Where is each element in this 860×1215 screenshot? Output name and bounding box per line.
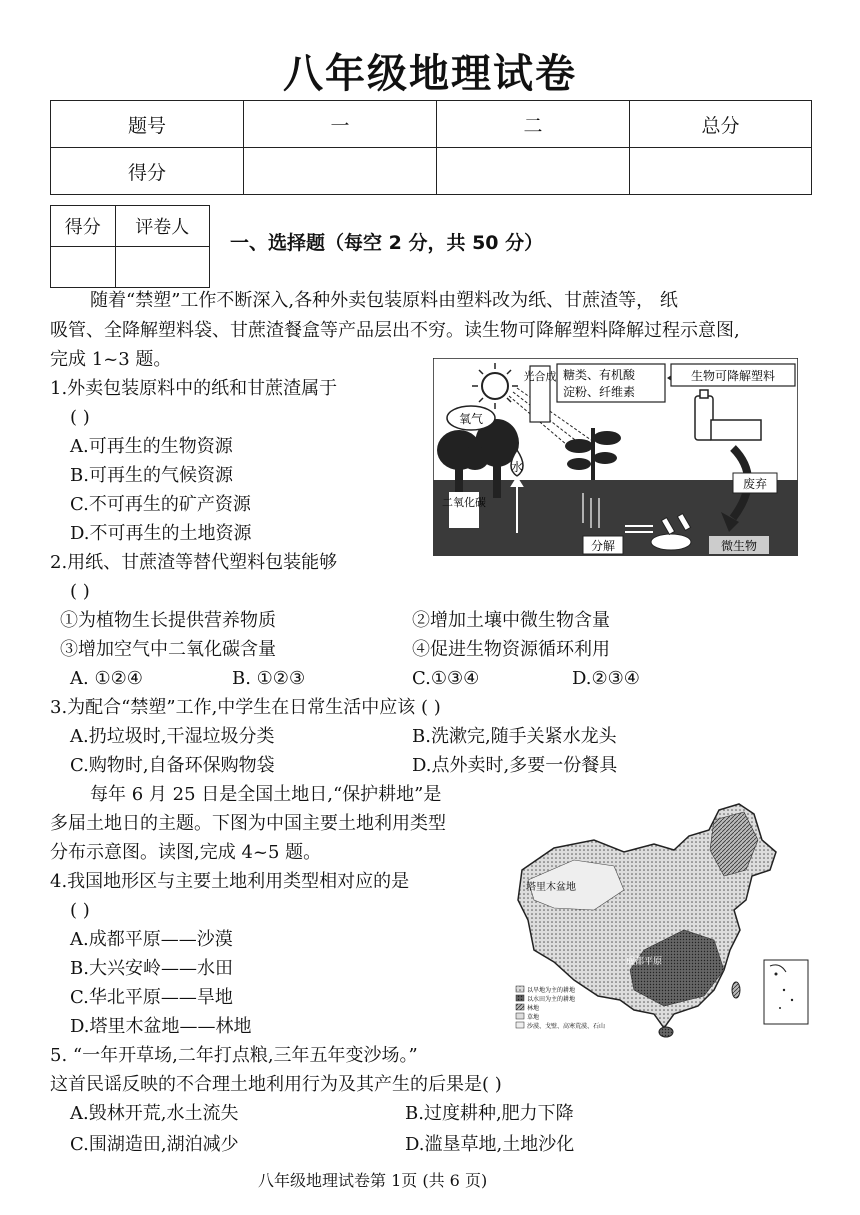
chengdu-label: 成都平原	[626, 957, 663, 967]
q1-stem: 1.外卖包装原料中的纸和甘蔗渣属于	[50, 378, 338, 399]
decompose-label: 分解	[590, 539, 616, 553]
q2-stem: 2.用纸、甘蔗渣等替代塑料包装能够	[50, 552, 338, 573]
legend-label-5: 沙漠、戈壁、高寒荒漠、石山	[527, 1023, 606, 1030]
q4-option-d[interactable]: D.塔里木盆地——林地	[70, 1016, 252, 1037]
legend-label-2: 以水田为主的耕地	[527, 996, 576, 1003]
co2-label: 二氧化碳	[442, 496, 486, 509]
tarim-label: 塔里木盆地	[526, 882, 576, 893]
q3-option-c[interactable]: C.购物时,自备环保购物袋	[70, 755, 275, 776]
q4-option-b[interactable]: B.大兴安岭——水田	[70, 958, 233, 979]
q5-stem-line2: 这首民谣反映的不合理土地利用行为及其产生的后果是( )	[50, 1074, 502, 1095]
q4-stem: 4.我国地形区与主要土地利用类型相对应的是	[50, 871, 410, 892]
page-footer: 八年级地理试卷第 1页 (共 6 页)	[258, 1171, 488, 1190]
starch-label: 淀粉、纤维素	[563, 385, 636, 399]
q2-option-c[interactable]: C.①③④	[412, 668, 480, 689]
q3-option-d[interactable]: D.点外卖时,多要一份餐具	[412, 755, 618, 776]
legend-label-4: 草地	[527, 1014, 540, 1021]
score-cell-total[interactable]	[630, 148, 812, 195]
grader-name-cell[interactable]	[115, 247, 209, 288]
q2-answer-paren[interactable]: ( )	[70, 581, 90, 602]
exam-title: 八年级地理试卷	[283, 51, 577, 97]
grader-table	[50, 205, 210, 288]
q2-statement-3: ③增加空气中二氧化碳含量	[60, 639, 276, 660]
score-header-part1: 一	[244, 101, 437, 148]
q5-stem: 5. “一年开草场,二年打点粮,三年五年变沙场。”	[50, 1045, 418, 1066]
biodegradation-diagram	[433, 358, 798, 556]
q5-option-b[interactable]: B.过度耕种,肥力下降	[405, 1103, 574, 1124]
passage1-line2: 吸管、全降解塑料袋、甘蔗渣餐盒等产品层出不穷。读生物可降解塑料降解过程示意图,	[50, 320, 740, 341]
passage2-line2: 多届土地日的主题。下图为中国主要土地利用类型	[50, 813, 446, 834]
passage2-line3: 分布示意图。读图,完成 4~5 题。	[50, 842, 322, 863]
score-cell-part1[interactable]	[244, 148, 437, 195]
score-row-label: 得分	[51, 148, 244, 195]
score-header-qnum: 题号	[51, 101, 244, 148]
microbes-label: 微生物	[720, 539, 758, 553]
q5-option-a[interactable]: A.毁林开荒,水土流失	[70, 1103, 239, 1124]
grader-score-label: 得分	[51, 206, 116, 247]
q1-answer-paren[interactable]: ( )	[70, 407, 90, 428]
china-land-use-map	[514, 800, 814, 1040]
q3-option-b[interactable]: B.洗漱完,随手关紧水龙头	[412, 726, 617, 747]
q1-option-a[interactable]: A.可再生的生物资源	[70, 436, 233, 457]
grader-name-label: 评卷人	[115, 206, 209, 247]
water-label: 水	[510, 460, 524, 474]
q2-statement-1: ①为植物生长提供营养物质	[60, 610, 276, 631]
photosynthesis-label: 光合成	[523, 370, 557, 383]
q1-option-c[interactable]: C.不可再生的矿产资源	[70, 494, 251, 515]
q5-option-c[interactable]: C.围湖造田,湖泊减少	[70, 1134, 239, 1155]
q2-option-a[interactable]: A. ①②④	[70, 668, 143, 689]
legend-label-1: 以旱地为主的耕地	[527, 987, 576, 994]
passage2-line1: 每年 6 月 25 日是全国土地日,“保护耕地”是	[90, 784, 442, 805]
q3-option-a[interactable]: A.扔垃圾时,干湿垃圾分类	[70, 726, 275, 747]
score-table	[50, 100, 812, 195]
q4-option-c[interactable]: C.华北平原——旱地	[70, 987, 233, 1008]
oxygen-label: 氧气	[458, 412, 484, 426]
q4-answer-paren[interactable]: ( )	[70, 900, 90, 921]
legend-label-3: 林地	[527, 1005, 540, 1012]
bioplastic-label: 生物可降解塑料	[690, 369, 776, 383]
south-china-sea-inset	[764, 960, 808, 1024]
q2-option-b[interactable]: B. ①②③	[232, 668, 306, 689]
q5-option-d[interactable]: D.滥垦草地,土地沙化	[405, 1134, 575, 1155]
q3-stem: 3.为配合“禁塑”工作,中学生在日常生活中应该 ( )	[50, 697, 441, 718]
q1-option-d[interactable]: D.不可再生的土地资源	[70, 523, 252, 544]
score-header-total: 总分	[630, 101, 812, 148]
sugars-label: 糖类、有机酸	[563, 368, 636, 382]
discard-label: 废弃	[742, 477, 768, 491]
passage1-line3: 完成 1~3 题。	[50, 349, 172, 370]
score-cell-part2[interactable]	[437, 148, 630, 195]
q2-statement-4: ④促进生物资源循环利用	[412, 639, 610, 660]
passage1-line1: 随着“禁塑”工作不断深入,各种外卖包装原料由塑料改为纸、甘蔗渣等， 纸	[90, 290, 678, 311]
grader-score-cell[interactable]	[51, 247, 116, 288]
section-1-title: 一、选择题（每空 2 分，共 50 分）	[230, 232, 544, 254]
q2-statement-2: ②增加土壤中微生物含量	[412, 610, 610, 631]
q2-option-d[interactable]: D.②③④	[572, 668, 640, 689]
q4-option-a[interactable]: A.成都平原——沙漠	[70, 929, 233, 950]
score-header-part2: 二	[437, 101, 630, 148]
q1-option-b[interactable]: B.可再生的气候资源	[70, 465, 233, 486]
